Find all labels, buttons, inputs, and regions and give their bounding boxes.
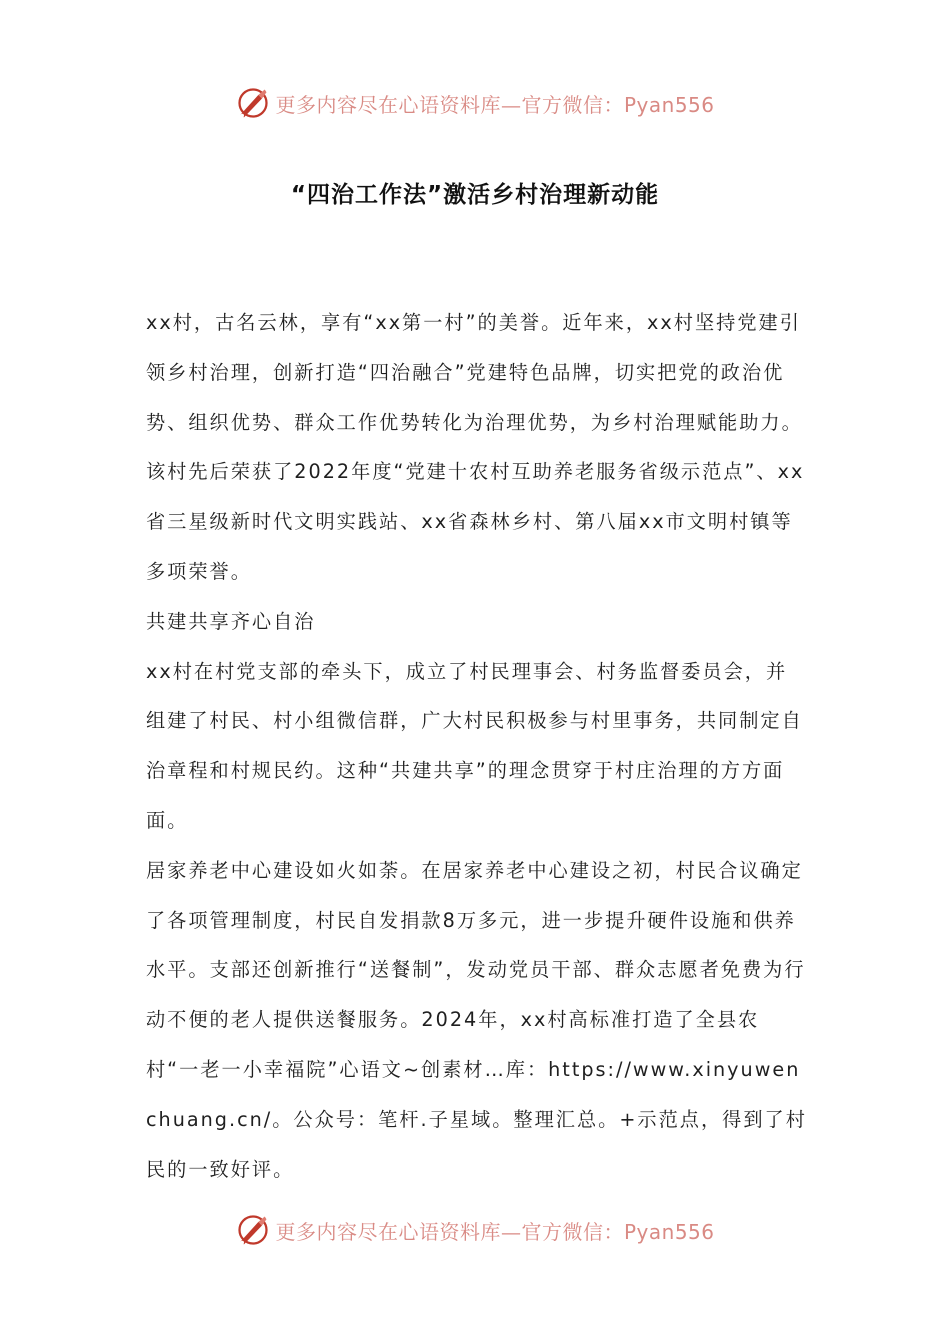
pen-nib-logo-icon [235,1212,271,1248]
article-body [146,298,808,1194]
wechat-id: Pyan556 [623,92,715,117]
header-watermark-banner [0,83,950,123]
footer-watermark-banner [0,1210,950,1250]
wechat-id: Pyan556 [623,1219,715,1244]
paragraph-elderly-care: 居家养老中心建设如火如荼。在居家养老中心建设之初，村民合议确定了各项管理制度，村民自发捐款8万多元，进一步提升硬件设施和供养水平。支部还创新推行“送餐制”，发动党员干部、群众志愿者免费为行动不便的老人提供送餐服务。2024年，xx村高标准打造了全县农村“一老一小幸福院”心语文~创素材…库：https://www.xinyuwenchuang.cn/。公众号：笔杆.子星域。整理汇总。+示范点，得到了村民的一致好评。 [146,858,807,1181]
paragraph-intro: xx村，古名云林，享有“xx第一村”的美誉。近年来，xx村坚持党建引领乡村治理，创新打造“四治融合”党建特色品牌，切实把党的政治优势、组织优势、群众工作优势转化为治理优势，为乡村治理赋能助力。该村先后荣获了2022年度“党建十农村互助养老服务省级示范点”、xx省三星级新时代文明实践站、xx省森林乡村、第八届xx市文明村镇等多项荣誉。 [146,311,805,583]
pen-nib-logo-icon [235,85,271,121]
section-heading: 共建共享齐心自治 [146,609,316,633]
page-title: “四治工作法”激活乡村治理新动能 [290,182,660,208]
banner-text: 更多内容尽在心语资料库—官方微信：Pyan556 [275,1219,715,1244]
banner-text: 更多内容尽在心语资料库—官方微信：Pyan556 [275,92,715,117]
paragraph-self-governance: xx村在村党支部的牵头下，成立了村民理事会、村务监督委员会，并组建了村民、村小组微信群，广大村民积极参与村里事务，共同制定自治章程和村规民约。这种“共建共享”的理念贯穿于村庄治理的方方面面。 [146,659,803,832]
